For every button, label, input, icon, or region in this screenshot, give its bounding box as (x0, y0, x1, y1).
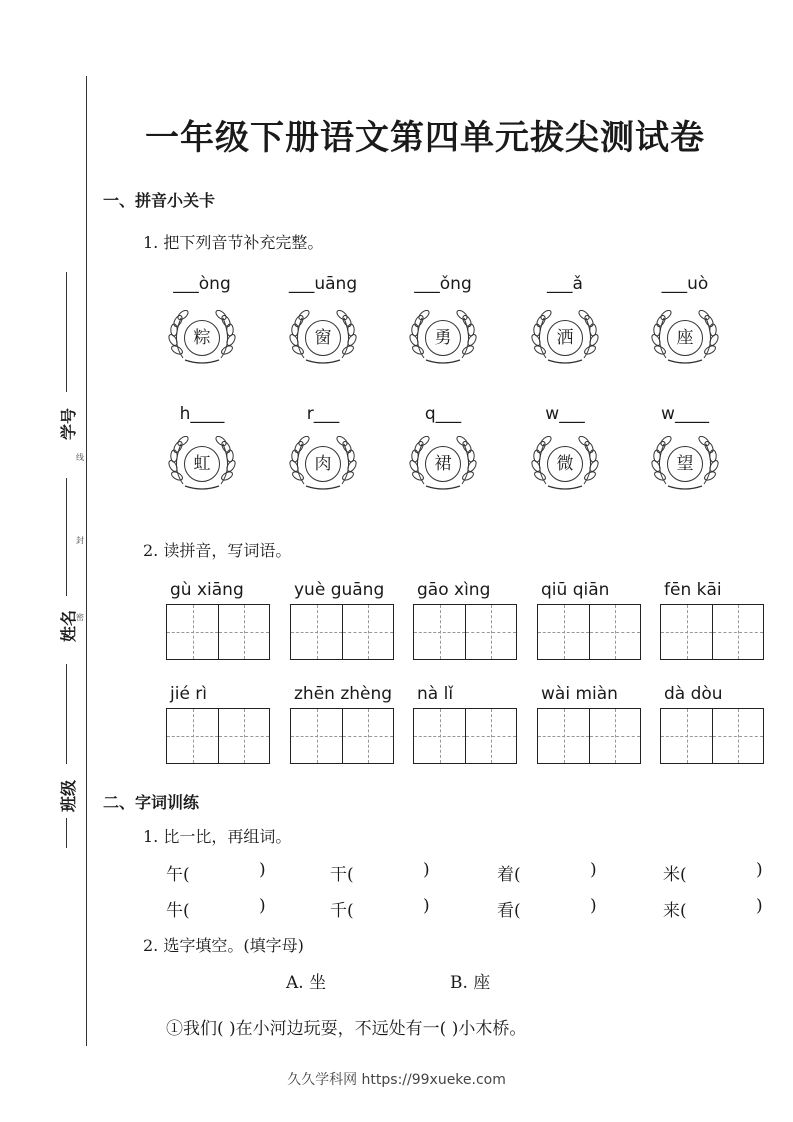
compare-item: 着( (497, 865, 521, 885)
compare-close-paren: ) (259, 860, 266, 880)
word-pinyin: nà lǐ (417, 684, 454, 704)
badge-character: 望 (676, 454, 694, 474)
word-pinyin: jié rì (170, 684, 208, 704)
pinyin-blank: r___ (306, 404, 340, 424)
tianzige-cell[interactable] (342, 605, 393, 659)
tianzige-cell[interactable] (414, 709, 465, 763)
compare-close-paren: ) (423, 896, 430, 916)
compare-item: 千( (330, 901, 354, 921)
wreath-badge (646, 310, 724, 366)
pinyin-blank: ___uò (661, 274, 709, 294)
tianzige-cell[interactable] (218, 709, 269, 763)
wreath-badge (284, 436, 362, 492)
option-a: A. 坐 (286, 973, 327, 993)
compare-close-paren: ) (590, 860, 597, 880)
compare-item: 来( (663, 901, 687, 921)
word-pinyin: gù xiāng (170, 580, 244, 600)
compare-item: 牛( (166, 901, 190, 921)
compare-close-paren: ) (756, 896, 763, 916)
tianzige-box[interactable] (166, 708, 270, 764)
cut-mark-secret: 密 (76, 613, 84, 622)
tianzige-cell[interactable] (661, 605, 712, 659)
wreath-badge (163, 310, 241, 366)
word-pinyin: yuè guāng (294, 580, 385, 600)
tianzige-cell[interactable] (712, 605, 763, 659)
tianzige-cell[interactable] (589, 605, 640, 659)
name-label: 姓名 (59, 609, 78, 642)
pinyin-blank: ___òng (173, 274, 231, 294)
badge-character: 虹 (193, 454, 211, 474)
pinyin-blank: q___ (424, 404, 462, 424)
s2-q1-prompt: 1. 比一比，再组词。 (143, 827, 292, 846)
tianzige-box[interactable] (290, 708, 394, 764)
tianzige-cell[interactable] (291, 605, 342, 659)
s2-q2-prompt: 2. 选字填空。(填字母) (143, 936, 304, 955)
tianzige-cell[interactable] (465, 709, 516, 763)
wreath-badge (404, 436, 482, 492)
tianzige-box[interactable] (166, 604, 270, 660)
compare-item: 干( (330, 865, 354, 885)
student-id-label: 学号 (59, 407, 78, 440)
compare-item: 午( (166, 865, 190, 885)
tianzige-cell[interactable] (342, 709, 393, 763)
word-pinyin: zhēn zhèng (294, 684, 393, 704)
word-pinyin: wài miàn (541, 684, 618, 704)
badge-character: 勇 (434, 328, 452, 348)
tianzige-cell[interactable] (414, 605, 465, 659)
compare-item: 米( (663, 865, 687, 885)
section1-heading: 一、拼音小关卡 (103, 191, 216, 210)
wreath-badge (284, 310, 362, 366)
class-label: 班级 (59, 779, 78, 812)
pinyin-blank: w___ (545, 404, 585, 424)
tianzige-box[interactable] (660, 604, 764, 660)
tianzige-box[interactable] (660, 708, 764, 764)
pinyin-blank: w____ (661, 404, 709, 424)
q1-prompt: 1. 把下列音节补充完整。 (143, 233, 324, 252)
tianzige-cell[interactable] (538, 605, 589, 659)
binding-line (86, 76, 87, 1046)
badge-character: 座 (676, 328, 694, 348)
badge-character: 裙 (434, 454, 452, 474)
pinyin-blank: ___uāng (288, 274, 358, 294)
tianzige-cell[interactable] (167, 605, 218, 659)
compare-item: 看( (497, 901, 521, 921)
tianzige-cell[interactable] (218, 605, 269, 659)
tianzige-cell[interactable] (465, 605, 516, 659)
compare-close-paren: ) (590, 896, 597, 916)
badge-character: 粽 (193, 328, 211, 348)
word-pinyin: fēn kāi (664, 580, 722, 600)
tianzige-cell[interactable] (538, 709, 589, 763)
compare-close-paren: ) (423, 860, 430, 880)
class-line-a (66, 664, 67, 764)
tianzige-cell[interactable] (712, 709, 763, 763)
badge-character: 肉 (314, 454, 332, 474)
class-line-b (66, 818, 67, 848)
tianzige-cell[interactable] (589, 709, 640, 763)
tianzige-box[interactable] (537, 708, 641, 764)
pinyin-blank: ___ǎ (547, 274, 583, 294)
word-pinyin: gāo xìng (417, 580, 491, 600)
section2-heading: 二、字词训练 (103, 793, 200, 812)
tianzige-cell[interactable] (167, 709, 218, 763)
wreath-badge (526, 436, 604, 492)
cut-mark-seal: 封 (76, 536, 84, 545)
badge-character: 洒 (556, 328, 574, 348)
option-b: B. 座 (450, 973, 491, 993)
tianzige-box[interactable] (413, 708, 517, 764)
tianzige-cell[interactable] (661, 709, 712, 763)
wreath-badge (646, 436, 724, 492)
compare-close-paren: ) (756, 860, 763, 880)
tianzige-box[interactable] (413, 604, 517, 660)
fill-sentence-1: ①我们( )在小河边玩耍，不远处有一( )小木桥。 (166, 1019, 527, 1039)
pinyin-blank: h____ (179, 404, 225, 424)
tianzige-box[interactable] (290, 604, 394, 660)
name-line (66, 478, 67, 596)
wreath-badge (404, 310, 482, 366)
word-pinyin: qiū qiān (541, 580, 610, 600)
badge-character: 微 (556, 454, 574, 474)
footer-watermark: 久久学科网 https://99xueke.com (287, 1072, 506, 1088)
compare-close-paren: ) (259, 896, 266, 916)
page-title: 一年级下册语文第四单元拔尖测试卷 (145, 118, 705, 158)
pinyin-blank: ___ǒng (414, 274, 472, 294)
tianzige-box[interactable] (537, 604, 641, 660)
cut-mark-line: 线 (76, 453, 84, 462)
q2-prompt: 2. 读拼音，写词语。 (143, 541, 292, 560)
word-pinyin: dà dòu (664, 684, 723, 704)
wreath-badge (526, 310, 604, 366)
student-id-line (66, 272, 67, 392)
badge-character: 窗 (314, 328, 332, 348)
tianzige-cell[interactable] (291, 709, 342, 763)
wreath-badge (163, 436, 241, 492)
